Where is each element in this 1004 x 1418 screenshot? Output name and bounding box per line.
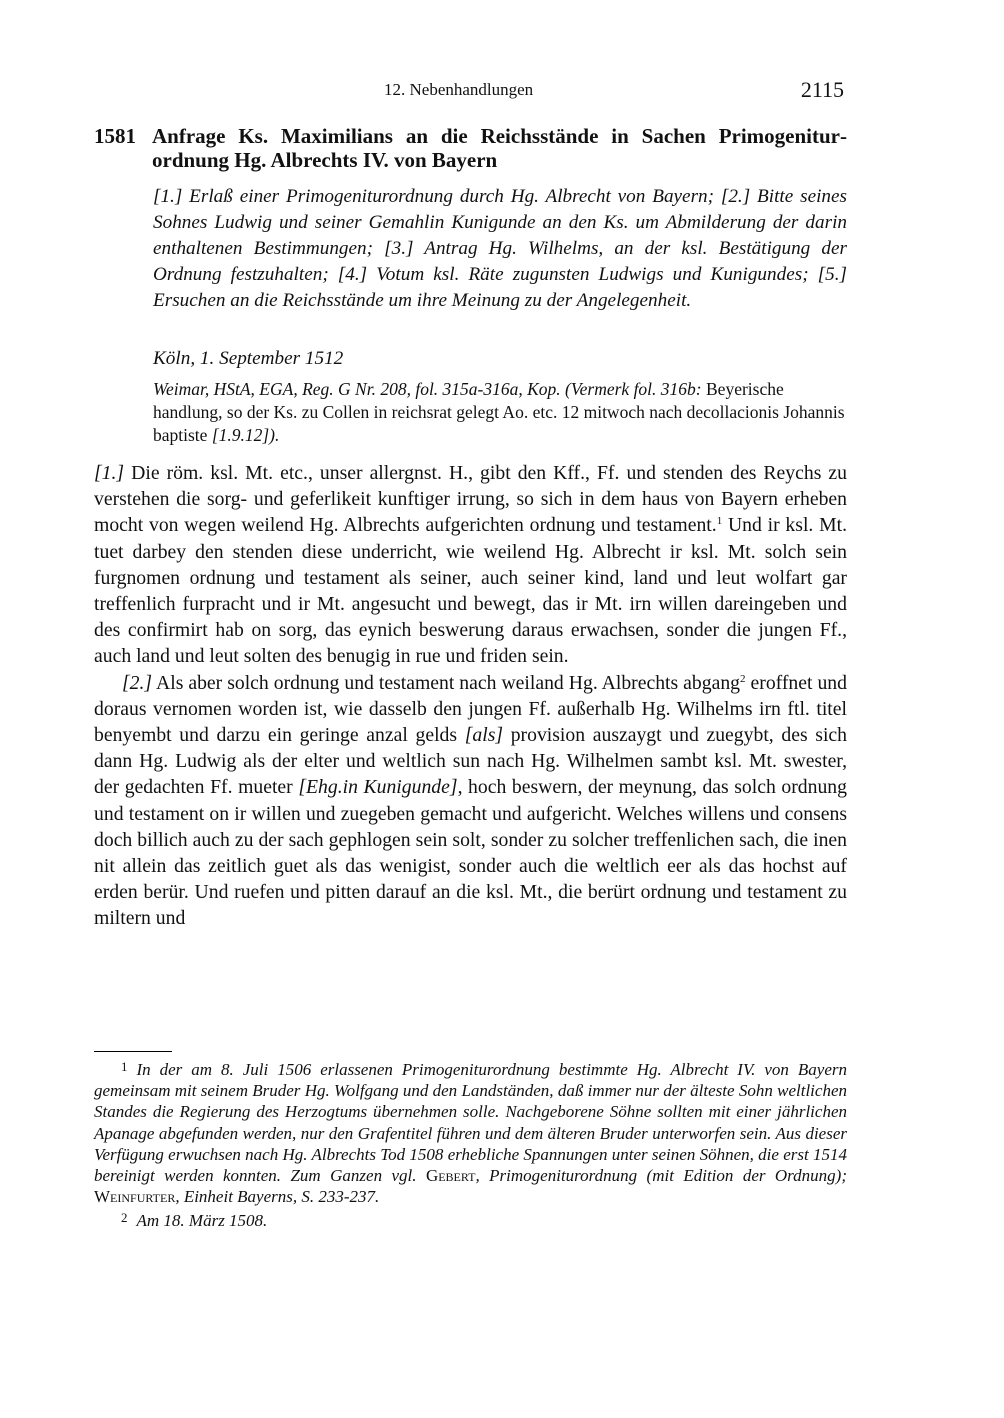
source-date-note: [1.9.12]). — [211, 425, 280, 445]
footnote-1-text-c: , Einheit Bayerns, S. 233-237. — [175, 1187, 380, 1207]
running-head: 12. Nebenhandlungen — [384, 80, 534, 99]
paragraph-2 — [94, 670, 847, 932]
source-endorsement: Beyerische handlung, so der Ks. zu Collen in reichsrat gelegt Ao. etc. 12 mitwoch nach decollacionis Johannis baptiste — [153, 379, 845, 445]
footnote-2-mark: 2 — [121, 1210, 128, 1226]
footnote-ref-2[interactable]: 2 — [740, 672, 746, 685]
document-title: Anfrage Ks. Maximilians an die Reichsstände in Sachen Primogeniturordnung Hg. Albrechts IV. von Bayern — [152, 124, 847, 172]
main-text — [94, 460, 847, 932]
paragraph-1-text-b: Und ir ksl. Mt. tuet darbey den stenden diese underricht, wie weilend Hg. Albrecht ir ksl. Mt. solch sein furgnomen ordnung und testament als seiner, auch seiner kind, land und leut wolfart gar treffenlich furpracht und ir Mt. angesucht und bewegt, das ir Mt. irn willen dareingeben und des confirmirt hab on sorg, das eynich beswerung daraus erwachsen, sonder die jungen Ff., auch land und leut solten des benugig in rue und friden sein. — [94, 514, 847, 668]
footnote-2-text: Am 18. März 1508. — [136, 1211, 268, 1231]
paragraph-2-text-b: eroffnet und doraus vernomen worden ist, wie dasselb den jungen Ff. außerhalb Hg. Wilhelms irn ftl. titel benyembt und darzu ein geringe anzal gelds — [94, 671, 847, 747]
paragraph-2-text-d: , hoch beswern, der meynung, das solch ordnung und testament on ir willen und zuegeben gemacht und aufgericht. Welches willens und consens doch billich auch zu der sach gephlogen sein solt, sonder zu solcher treffenlichen sach, die inen nit allein das zeitlich guet als das wenigist, sonder auch die weltlich eer als das hochst auf erden berür. Und ruefen und pitten darauf an die ksl. Mt., die berürt ordnung und testament zu miltern und — [94, 776, 847, 930]
regest-summary: [1.] Erlaß einer Primogeniturordnung durch Hg. Albrecht von Bayern; [2.] Bitte seines Sohnes Ludwig und seiner Gemahlin Kunigunde an den Ks. um Abmilderung der darin enthaltenen Bestimmungen; [3.] Antrag Hg. Wilhelms, an der ksl. Bestätigung der Ordnung festzuhalten; [4.] Votum ksl. Räte zugunsten Ludwigs und Kunigundes; [5.] Ersuchen an die Reichsstände um ihre Meinung zu der Angelegenheit. — [153, 186, 847, 311]
footnote-1-text-b: , Primogeniturordnung (mit Edition der Ordnung); — [475, 1166, 847, 1186]
editorial-insertion-kunigunde: [Ehg.in Kunigunde] — [298, 776, 458, 799]
source-archive: Weimar, HStA, EGA, Reg. G Nr. 208, fol. 315a-316a, Kop. (Vermerk fol. 316b: — [153, 379, 702, 399]
place-date: Köln, 1. September 1512 — [153, 348, 344, 369]
section-marker-2: [2.] — [122, 671, 153, 694]
source-note — [153, 378, 847, 447]
footnote-1-author-weinfurter: Weinfurter — [94, 1187, 176, 1207]
footnotes — [94, 1056, 847, 1232]
paragraph-1-text-a: Die röm. ksl. Mt. etc., unser allergnst. H., gibt den Kff., Ff. und stenden des Reychs zu verstehen die sorg- und geferlikeit kunftiger irrung, so sich in dem haus von Bayern erheben mocht von wegen weilend Hg. Albrechts aufgerichten ordnung und testament. — [94, 462, 847, 537]
footnote-1-text-a: In der am 8. Juli 1506 erlassenen Primogeniturordnung bestimmte Hg. Albrecht IV. von Bayern gemeinsam mit seinem Bruder Hg. Wolfgang und den Landständen, daß immer nur der älteste Sohn weltlichen Standes die Regierung des Herzogtums übernehmen solle. Nachgeborene Söhne sollten mit einer jährlichen Apanage abgefunden werden, nur den Grafentitel führen und dem älteren Bruder unterworfen sein. Aus dieser Verfügung erwuchsen nach Hg. Albrechts Tod 1508 erhebliche Spannungen unter seinen Söhnen, die erst 1514 bereinigt werden konnten. Zum Ganzen vgl. — [94, 1060, 847, 1186]
paragraph-1 — [94, 460, 847, 670]
footnote-1 — [94, 1056, 847, 1207]
footnote-1-author-gebert: Gebert — [425, 1166, 476, 1186]
footnote-divider — [94, 1051, 172, 1052]
editorial-insertion-als: [als] — [464, 724, 504, 747]
document-number: 1581 — [94, 124, 136, 148]
paragraph-2-text-a: Als aber solch ordnung und testament nach weiland Hg. Albrechts abgang — [156, 671, 741, 694]
section-marker-1: [1.] — [94, 462, 125, 484]
footnote-1-mark: 1 — [121, 1059, 128, 1074]
page-number: 2115 — [800, 77, 844, 102]
paragraph-2-text-c: provision auszaygt und zuegybt, des sich dann Hg. Ludwig als der elter und weltlich sun nach Hg. Wilhelmen sambt ksl. Mt. swester, der gedachten Ff. mueter — [94, 724, 848, 799]
footnote-ref-1[interactable]: 1 — [716, 515, 723, 528]
footnote-2 — [94, 1207, 847, 1231]
